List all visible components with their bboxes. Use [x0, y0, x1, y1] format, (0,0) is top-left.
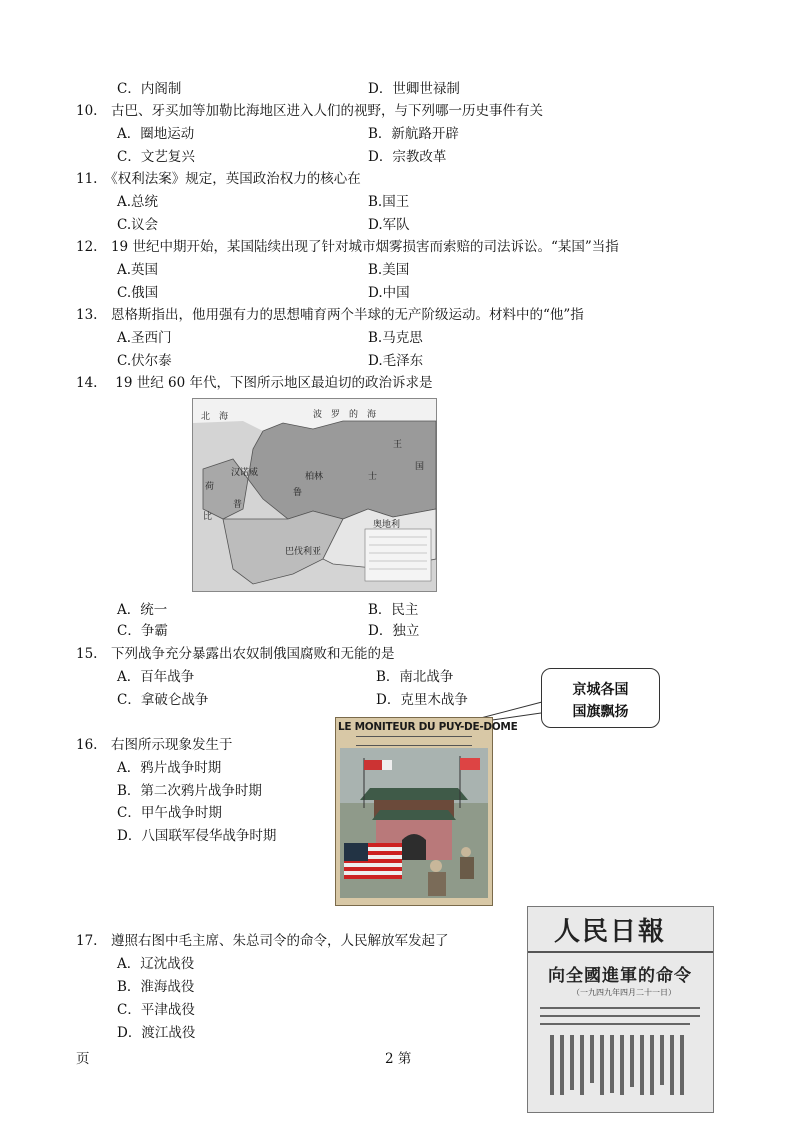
footer-page-number: 2 第: [385, 1051, 412, 1067]
q11-stem: 11. 《权利法案》规定，英国政治权力的核心在: [76, 171, 361, 187]
q14-option-b: B．民主: [368, 602, 419, 618]
q15-option-d: D．克里木战争: [376, 692, 468, 708]
map-drawing: [193, 399, 436, 591]
germany-unification-map: [192, 398, 437, 592]
q10-option-a: A．圈地运动: [117, 126, 195, 142]
q15-stem: 15. 下列战争充分暴露出农奴制俄国腐败和无能的是: [76, 646, 395, 662]
q16-stem: 16. 右图所示现象发生于: [76, 737, 233, 753]
newspaper-body-text: [540, 1003, 700, 1103]
q17-option-c: C．平津战役: [117, 1002, 195, 1018]
q10-option-b: B．新航路开辟: [368, 126, 459, 142]
map-label-wang: 王: [393, 440, 403, 450]
q9-option-d: D．世卿世禄制: [368, 81, 460, 97]
map-label-berlin: 柏林: [305, 472, 324, 482]
q12-stem: 12. 19 世纪中期开始，某国陆续出现了针对城市烟雾损害而索赔的司法诉讼。“某国”当指: [76, 239, 619, 255]
q12-option-d: D.中国: [368, 285, 410, 301]
q12-option-c: C.俄国: [117, 285, 159, 301]
map-label-pu: 普: [233, 500, 243, 510]
q13-option-c: C.伏尔泰: [117, 353, 172, 369]
q11-option-c: C.议会: [117, 217, 159, 233]
q10-option-c: C．文艺复兴: [117, 149, 195, 165]
q14-option-d: D．独立: [368, 623, 420, 639]
map-label-bavaria: 巴伐利亚: [285, 547, 322, 557]
q16-option-b: B．第二次鸦片战争时期: [117, 783, 262, 799]
map-label-shi: 士: [368, 472, 378, 482]
q11-option-b: B.国王: [368, 194, 410, 210]
map-label-austria: 奥地利: [373, 520, 401, 530]
q11-option-d: D.军队: [368, 217, 410, 233]
q13-option-b: B.马克思: [368, 330, 423, 346]
q15-option-c: C．拿破仑战争: [117, 692, 209, 708]
q13-option-d: D.毛泽东: [368, 353, 424, 369]
magazine-subtitle-rule: [356, 736, 472, 746]
map-label-hanover: 汉诺威: [231, 468, 259, 478]
callout-box: [541, 668, 660, 728]
map-label-lu: 鲁: [293, 488, 303, 498]
footer-left: 页: [76, 1051, 90, 1067]
q10-option-d: D．宗教改革: [368, 149, 447, 165]
newspaper-headline: 向全國進軍的命令: [548, 966, 692, 986]
q11-option-a: A.总统: [117, 194, 159, 210]
q17-option-b: B．淮海战役: [117, 979, 195, 995]
callout-line-1: 京城各国: [572, 682, 629, 698]
q13-option-a: A.圣西门: [117, 330, 172, 346]
callout-line-2: 国旗飘扬: [572, 704, 629, 720]
q9-option-c: C．内阁制: [117, 81, 182, 97]
q14-option-a: A．统一: [117, 602, 168, 618]
q16-option-c: C．甲午战争时期: [117, 805, 222, 821]
masthead-rule: [528, 951, 713, 953]
newspaper-masthead: 人民日報: [554, 917, 667, 947]
map-label-guo: 国: [415, 462, 425, 472]
map-label-belgium: 比: [203, 512, 213, 522]
q13-stem: 13. 恩格斯指出，他用强有力的思想哺育两个半球的无产阶级运动。材料中的“他”指: [76, 307, 584, 323]
magazine-cover-image: [335, 717, 518, 906]
q15-option-a: A．百年战争: [117, 669, 195, 685]
q10-stem: 10. 古巴、牙买加等加勒比海地区进入人们的视野，与下列哪一历史事件有关: [76, 103, 543, 119]
illustration-gate-flags: [340, 748, 488, 898]
peoples-daily-newspaper-image: [527, 906, 714, 1113]
q14-stem: 14. 19 世纪 60 年代，下图所示地区最迫切的政治诉求是: [76, 375, 433, 391]
q12-option-a: A.英国: [117, 262, 159, 278]
magazine-title: LE MONITEUR DU PUY-DE-DOME: [338, 721, 518, 733]
map-label-netherlands: 荷: [205, 482, 215, 492]
q14-option-c: C．争霸: [117, 623, 168, 639]
q17-option-a: A．辽沈战役: [117, 956, 195, 972]
q16-option-d: D．八国联军侵华战争时期: [117, 828, 277, 844]
map-label-baltic-sea: 波 罗 的 海: [313, 410, 377, 420]
q17-stem: 17. 遵照右图中毛主席、朱总司令的命令，人民解放军发起了: [76, 933, 449, 949]
newspaper-date: （一九四九年四月二十一日）: [572, 988, 676, 997]
q16-option-a: A．鸦片战争时期: [117, 760, 222, 776]
map-label-north-sea: 北 海: [201, 412, 229, 422]
q12-option-b: B.美国: [368, 262, 410, 278]
q17-option-d: D．渡江战役: [117, 1025, 196, 1041]
q15-option-b: B．南北战争: [376, 669, 454, 685]
